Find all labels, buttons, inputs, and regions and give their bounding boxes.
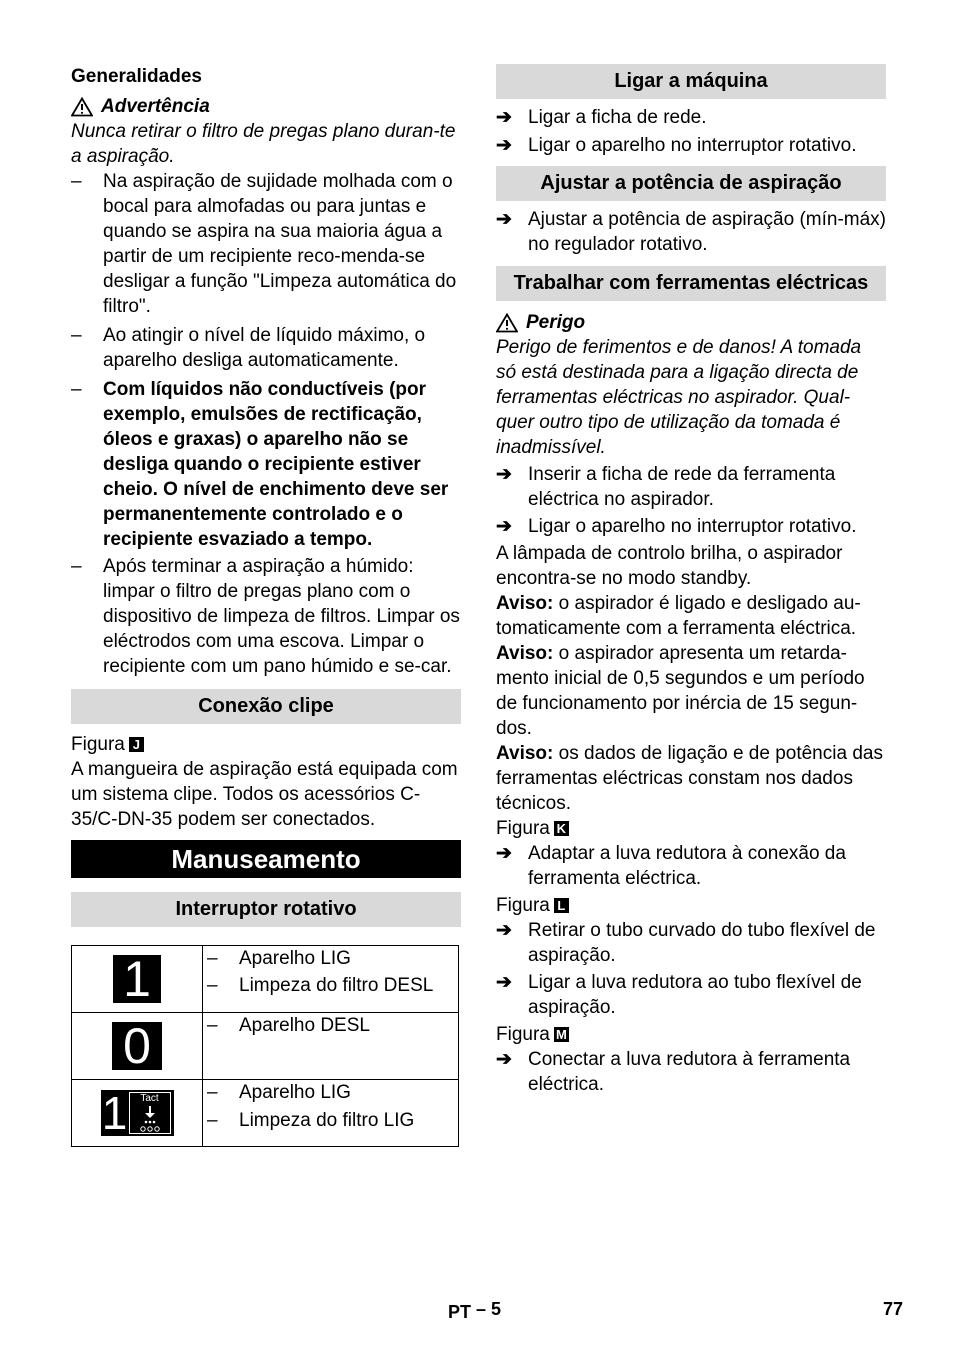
list-item: – Com líquidos não conductíveis (por exemplo, emulsões de rectificação, óleos e graxas) o aparelho não se desliga quando o recipiente estiver cheio. O nível de enchimento deve ser permanentemente controlado e o recipiente esvaziado a tempo. [71, 379, 449, 550]
list-item: – Ao atingir o nível de líquido máximo, o aparelho desliga automaticamente. [71, 325, 426, 371]
arrow-right-icon: ➔ [496, 972, 512, 993]
aviso-2: Aviso: o aspirador apresenta um retarda-mento inicial de 0,5 segundos e um período de funcionamento por inércia de 15 segun-dos. [496, 643, 865, 739]
table-row: 0 – Aparelho DESL [72, 1013, 459, 1080]
warning-triangle-icon [496, 313, 518, 333]
danger-text: Perigo de ferimentos e de danos! A tomada só está destinada para a ligação directa de ferramentas eléctricas no aspirador. Qual-quer outro tipo de utilização da tomada é inadmissível. [496, 337, 862, 458]
list-item: – Na aspiração de sujidade molhada com o bocal para almofadas ou para juntas e quando se aspira na sua maioria água a partir de um recipiente reco-menda-se desligar a função "Limpeza automática do filtro". [71, 171, 457, 317]
arrow-right-icon: ➔ [496, 464, 512, 485]
manuseamento-heading: Manuseamento [71, 840, 461, 878]
list-item: ➔ Inserir a ficha de rede da ferramenta eléctrica no aspirador. [496, 464, 836, 510]
ajustar-heading: Ajustar a potência de aspiração [496, 166, 886, 201]
filter-cleaning-icon [135, 1104, 165, 1134]
figura-k-ref: Figura K [496, 816, 886, 841]
list-item: ➔ Retirar o tubo curvado do tubo flexível de aspiração. [496, 920, 876, 966]
left-column [71, 64, 461, 1147]
list-item: ➔ Adaptar a luva redutora à conexão da ferramenta eléctrica. [496, 843, 846, 889]
arrow-right-icon: ➔ [496, 209, 512, 230]
switch-position-1-icon: 1 [113, 955, 161, 1003]
arrow-right-icon: ➔ [496, 135, 512, 156]
footer-section: PT – 5 [448, 1299, 502, 1322]
table-row: 1 Tact – Aparelho LIG – Limpeza do filtro LIG [72, 1080, 459, 1147]
figure-letter-k: K [554, 821, 569, 836]
lampada-text: A lâmpada de controlo brilha, o aspirador encontra-se no modo standby. [496, 543, 843, 589]
figure-letter-l: L [554, 898, 569, 913]
list-item: – Após terminar a aspiração a húmido: limpar o filtro de pregas plano com o dispositivo de limpeza de filtros. Limpar os eléctrodos com uma escova. Limpar o recipiente com um pano húmido e se-car. [71, 556, 460, 677]
warning-triangle-icon [71, 97, 93, 117]
arrow-right-icon: ➔ [496, 516, 512, 537]
arrow-right-icon: ➔ [496, 1049, 512, 1070]
figura-l-ref: Figura L [496, 893, 886, 918]
figura-m-ref: Figura M [496, 1022, 886, 1047]
table-row: 1 – Aparelho LIG – Limpeza do filtro DESL [72, 946, 459, 1013]
switch-position-tact-icon: 1 Tact [101, 1090, 174, 1136]
list-item: ➔ Ligar a ficha de rede. [496, 107, 707, 128]
figure-letter-j: J [129, 737, 144, 752]
right-column [496, 64, 886, 1097]
switch-table [71, 945, 459, 1147]
warning-label: Advertência [71, 94, 461, 119]
list-item: ➔ Conectar a luva redutora à ferramenta eléctrica. [496, 1049, 851, 1095]
danger-label: Perigo [496, 310, 886, 335]
arrow-right-icon: ➔ [496, 920, 512, 941]
list-item: ➔ Ligar o aparelho no interruptor rotativo. [496, 135, 857, 156]
list-item: ➔ Ligar o aparelho no interruptor rotativo. [496, 516, 857, 537]
trabalhar-heading: Trabalhar com ferramentas eléctricas [496, 266, 886, 301]
aviso-1: Aviso: o aspirador é ligado e desligado au-tomaticamente com a ferramenta eléctrica. [496, 593, 861, 639]
ligar-heading: Ligar a máquina [496, 64, 886, 99]
generalidades-heading: Generalidades [71, 66, 202, 87]
page-number: 77 [883, 1299, 904, 1319]
figure-letter-m: M [554, 1027, 569, 1042]
arrow-right-icon: ➔ [496, 107, 512, 128]
figura-j-ref: Figura J [71, 732, 461, 757]
conexao-clipe-heading: Conexão clipe [71, 689, 461, 724]
aviso-3: Aviso: os dados de ligação e de potência das ferramentas eléctricas constam nos dados técnicos. [496, 743, 883, 814]
list-item: ➔ Ajustar a potência de aspiração (mín-máx) no regulador rotativo. [496, 209, 886, 255]
warning-text: Nunca retirar o filtro de pregas plano duran-te a aspiração. [71, 121, 456, 167]
arrow-right-icon: ➔ [496, 843, 512, 864]
interruptor-heading: Interruptor rotativo [71, 892, 461, 927]
switch-position-0-icon: 0 [112, 1022, 162, 1070]
conexao-text: A mangueira de aspiração está equipada com um sistema clipe. Todos os acessórios C-35/C-DN-35 podem ser conectados. [71, 759, 458, 830]
list-item: ➔ Ligar a luva redutora ao tubo flexível de aspiração. [496, 972, 862, 1018]
